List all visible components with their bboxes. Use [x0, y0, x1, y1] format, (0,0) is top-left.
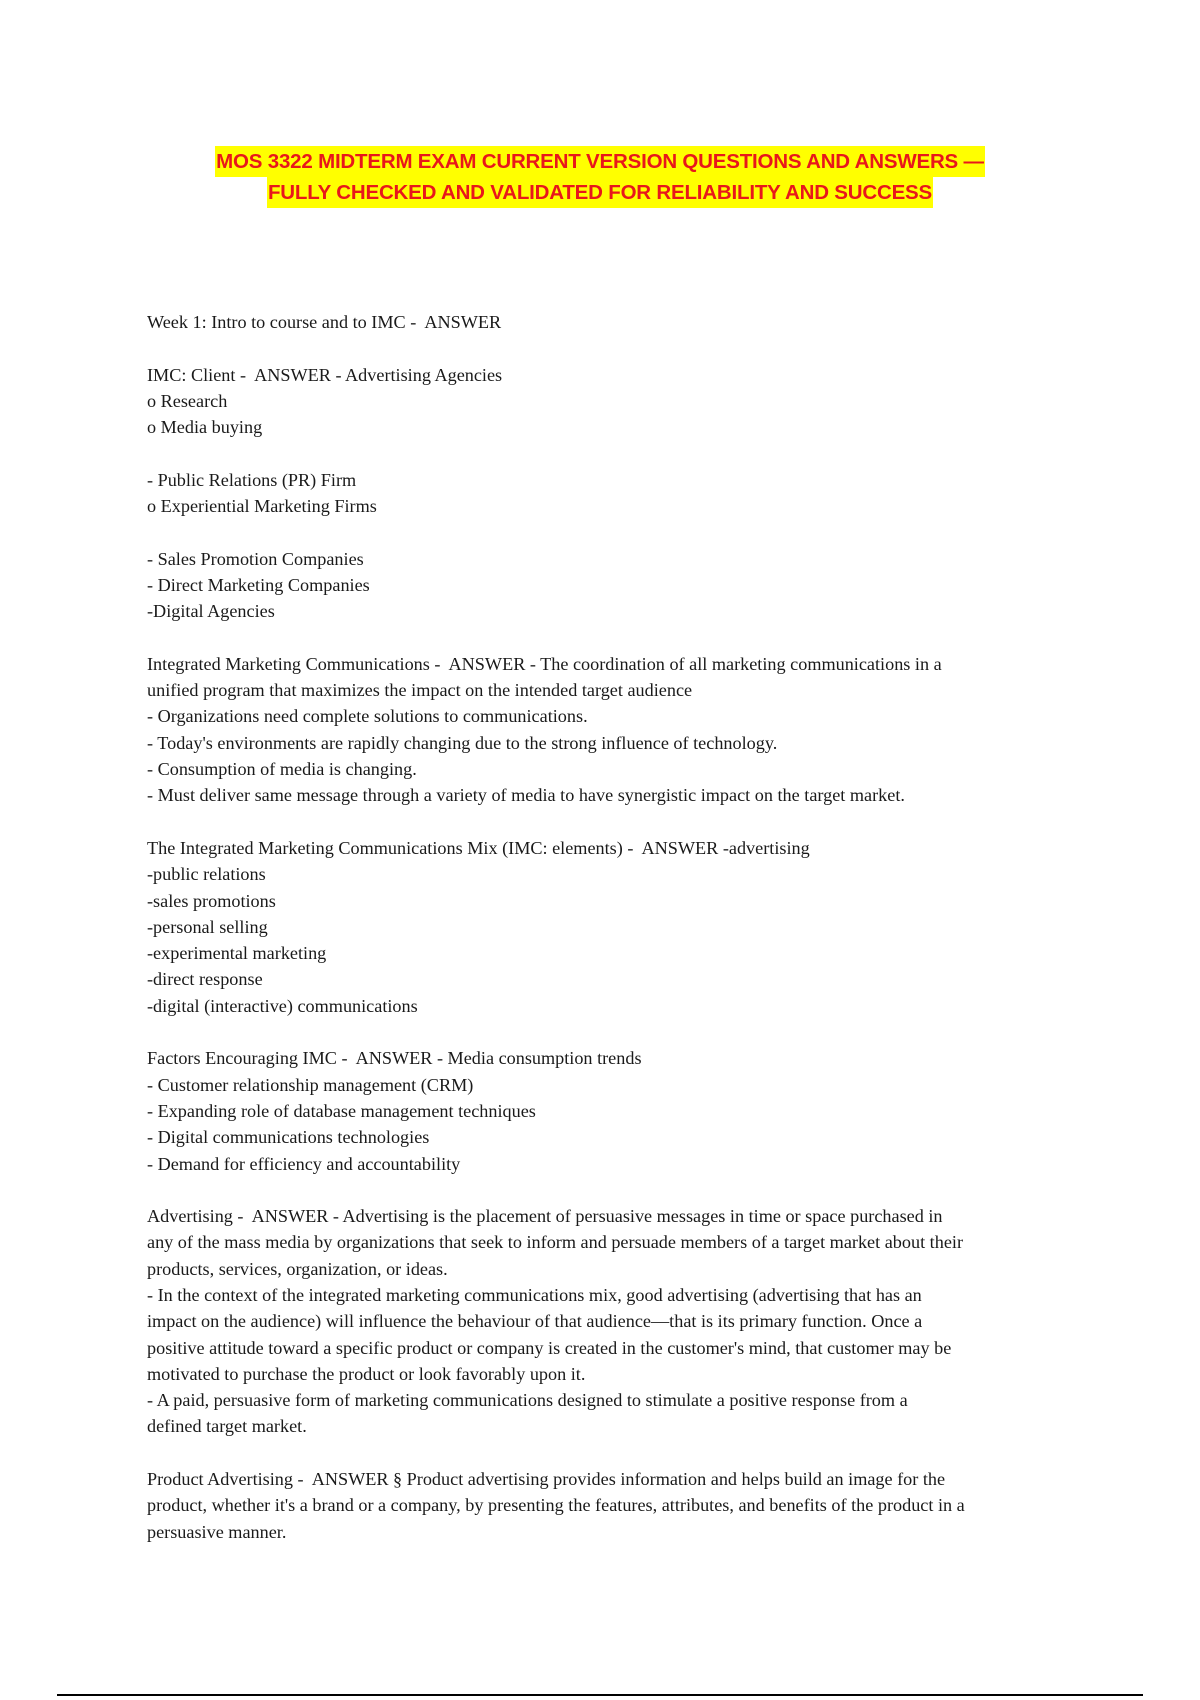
text-line: o Media buying — [147, 417, 263, 438]
qa-paragraph — [147, 1045, 1065, 1176]
text-line: - Digital communications technologies — [147, 1127, 430, 1148]
text-line: persuasive manner. — [147, 1521, 287, 1542]
page-bottom-rule — [57, 1694, 1143, 1696]
qa-paragraph — [147, 546, 1065, 625]
text-line: motivated to purchase the product or look favorably upon it. — [147, 1363, 586, 1384]
text-line: -Digital Agencies — [147, 601, 275, 622]
qa-paragraph — [147, 835, 1065, 1019]
text-line: - Sales Promotion Companies — [147, 548, 364, 569]
text-line: - A paid, persuasive form of marketing communications designed to stimulate a positive response from a — [147, 1390, 908, 1411]
qa-paragraph — [147, 1203, 1065, 1440]
text-line: o Research — [147, 390, 228, 411]
text-line: product, whether it's a brand or a company, by presenting the features, attributes, and benefits of the product in a — [147, 1495, 965, 1516]
title-line-1: MOS 3322 MIDTERM EXAM CURRENT VERSION QUESTIONS AND ANSWERS — — [215, 146, 985, 177]
text-line: -direct response — [147, 969, 263, 990]
text-line: The Integrated Marketing Communications Mix (IMC: elements) - ANSWER -advertising — [147, 837, 810, 858]
text-line: -public relations — [147, 864, 266, 885]
text-line: - Demand for efficiency and accountability — [147, 1153, 461, 1174]
title-line-2: FULLY CHECKED AND VALIDATED FOR RELIABILITY AND SUCCESS — [267, 177, 933, 208]
document-title — [0, 146, 1200, 208]
text-line: impact on the audience) will influence the behaviour of that audience—that is its primary function. Once a — [147, 1311, 923, 1332]
text-line: Week 1: Intro to course and to IMC - ANSWER — [147, 312, 502, 332]
qa-paragraph — [147, 651, 1065, 809]
document-body — [147, 309, 1065, 1571]
text-line: -digital (interactive) communications — [147, 995, 418, 1016]
text-line: any of the mass media by organizations that seek to inform and persuade members of a target market about their — [147, 1232, 963, 1253]
text-line: - Today's environments are rapidly changing due to the strong influence of technology. — [147, 732, 778, 753]
text-line: Integrated Marketing Communications - ANSWER - The coordination of all marketing communications in a — [147, 653, 942, 674]
text-line: - Public Relations (PR) Firm — [147, 469, 357, 490]
text-line: Advertising - ANSWER - Advertising is the placement of persuasive messages in time or space purchased in — [147, 1206, 943, 1227]
text-line: - Must deliver same message through a variety of media to have synergistic impact on the target market. — [147, 785, 905, 806]
text-line: o Experiential Marketing Firms — [147, 496, 377, 517]
qa-paragraph — [147, 1466, 1065, 1545]
qa-paragraph — [147, 309, 1065, 335]
text-line: unified program that maximizes the impact on the intended target audience — [147, 680, 693, 701]
text-line: -sales promotions — [147, 890, 276, 911]
text-line: products, services, organization, or ideas. — [147, 1258, 448, 1279]
qa-paragraph — [147, 467, 1065, 520]
text-line: - Consumption of media is changing. — [147, 759, 417, 780]
text-line: -experimental marketing — [147, 943, 327, 964]
text-line: - In the context of the integrated marketing communications mix, good advertising (advertising that has an — [147, 1284, 922, 1305]
text-line: - Organizations need complete solutions to communications. — [147, 706, 588, 727]
text-line: defined target market. — [147, 1416, 307, 1437]
qa-paragraph — [147, 362, 1065, 441]
text-line: -personal selling — [147, 916, 268, 937]
text-line: positive attitude toward a specific product or company is created in the customer's mind, that customer may be — [147, 1337, 952, 1358]
text-line: - Direct Marketing Companies — [147, 574, 370, 595]
text-line: - Expanding role of database management techniques — [147, 1100, 536, 1121]
text-line: Product Advertising - ANSWER § Product advertising provides information and helps build an image for the — [147, 1469, 946, 1490]
text-line: Factors Encouraging IMC - ANSWER - Media consumption trends — [147, 1048, 642, 1069]
text-line: - Customer relationship management (CRM) — [147, 1074, 474, 1095]
text-line: IMC: Client - ANSWER - Advertising Agencies — [147, 364, 503, 385]
